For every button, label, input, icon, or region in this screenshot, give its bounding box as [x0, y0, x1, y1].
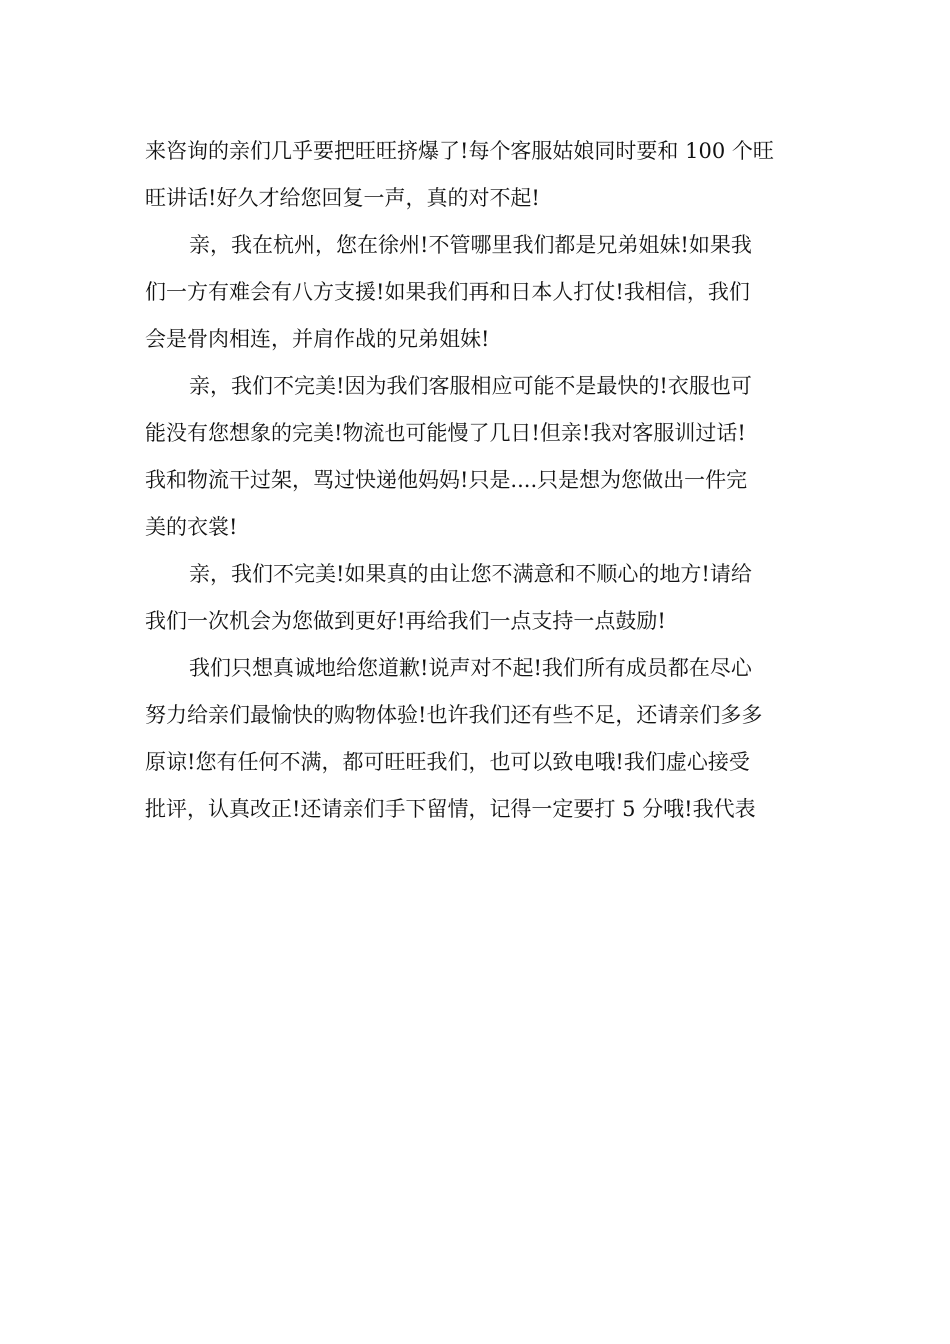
text-line-15: 批评，认真改正!还请亲们手下留情，记得一定要打 5 分哦!我代表 — [145, 797, 756, 821]
text-line-11: 我们一次机会为您做到更好!再给我们一点支持一点鼓励! — [145, 609, 666, 633]
text-line-14: 原谅!您有任何不满，都可旺旺我们，也可以致电哦!我们虚心接受 — [145, 750, 750, 774]
text-line-5: 会是骨肉相连，并肩作战的兄弟姐妹! — [145, 327, 490, 351]
text-line-13: 努力给亲们最愉快的购物体验!也许我们还有些不足，还请亲们多多 — [145, 703, 763, 727]
text-line-6: 亲，我们不完美!因为我们客服相应可能不是最快的!衣服也可 — [189, 374, 752, 398]
text-line-10: 亲，我们不完美!如果真的由让您不满意和不顺心的地方!请给 — [189, 562, 752, 586]
text-line-7: 能没有您想象的完美!物流也可能慢了几日!但亲!我对客服训过话! — [145, 421, 746, 445]
text-line-4: 们一方有难会有八方支援!如果我们再和日本人打仗!我相信，我们 — [145, 280, 750, 304]
text-line-8: 我和物流干过架，骂过快递他妈妈!只是....只是想为您做出一件完 — [145, 468, 748, 492]
text-line-12: 我们只想真诚地给您道歉!说声对不起!我们所有成员都在尽心 — [189, 656, 752, 680]
text-line-1: 来咨询的亲们几乎要把旺旺挤爆了!每个客服姑娘同时要和 100 个旺 — [145, 139, 774, 163]
text-line-3: 亲，我在杭州，您在徐州!不管哪里我们都是兄弟姐妹!如果我 — [189, 233, 752, 257]
text-line-2: 旺讲话!好久才给您回复一声，真的对不起! — [145, 186, 540, 210]
document-body — [145, 128, 807, 833]
text-line-9: 美的衣裳! — [145, 515, 238, 539]
